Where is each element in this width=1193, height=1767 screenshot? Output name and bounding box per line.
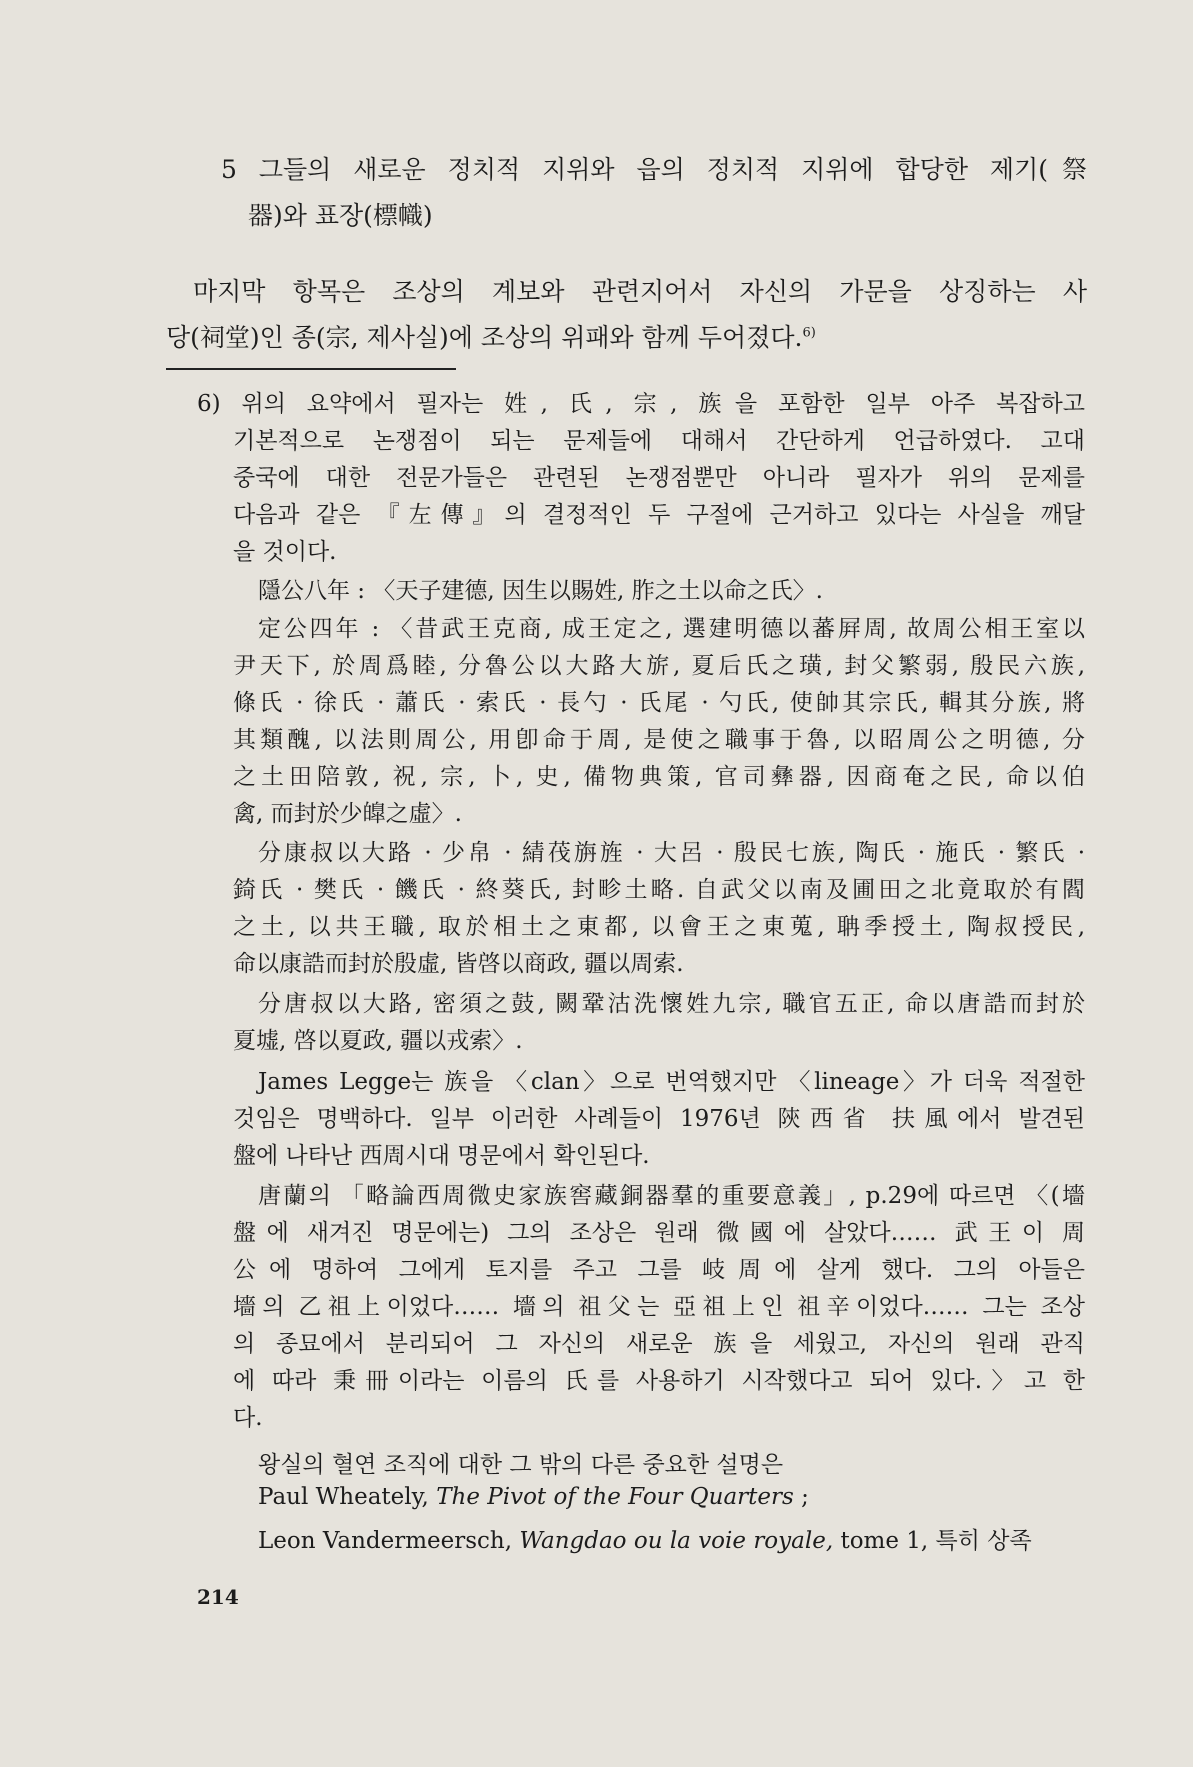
reference-wheatley xyxy=(258,1484,809,1510)
footnote-line: 隱公八年 : 〈天子建德, 因生以賜姓, 胙之土以命之氏〉. xyxy=(258,578,823,604)
footnote-line: 중국에 대한 전문가들은 관련된 논쟁점뿐만 아니라 필자가 위의 문제를 xyxy=(233,465,1085,491)
footnote-line: 公에 명하여 그에게 토지를 주고 그를 岐周에 살게 했다. 그의 아들은 xyxy=(233,1257,1085,1283)
reference-title: Wangdao ou la voie royale, xyxy=(519,1528,834,1554)
footnote-line: 6) 위의 요약에서 필자는 姓, 氏, 宗, 族을 포함한 일부 아주 복잡하고 xyxy=(197,391,1085,417)
footnote-line: 墻의 乙祖上이었다…… 墻의 祖父는 亞祖上인 祖辛이었다…… 그는 조상 xyxy=(233,1294,1085,1320)
footnote-line: 왕실의 혈연 조직에 대한 그 밖의 다른 중요한 설명은 xyxy=(258,1452,784,1478)
footnote-line: 다음과 같은 『左傳』의 결정적인 두 구절에 근거하고 있다는 사실을 깨달 xyxy=(233,502,1085,528)
paragraph-line-2-text: 당(祠堂)인 종(宗, 제사실)에 조상의 위패와 함께 두어졌다. xyxy=(166,323,803,352)
reference-author: Paul Wheately, xyxy=(258,1484,437,1510)
page-number: 214 xyxy=(197,1585,239,1609)
footnote-line: 禽, 而封於少皥之虛〉. xyxy=(233,801,462,827)
footnote-line: 盤에 나타난 西周시대 명문에서 확인된다. xyxy=(233,1143,650,1169)
footnote-line: 定公四年 : 〈昔武王克商, 成王定之, 選建明德以蕃屛周, 故周公相王室以 xyxy=(258,616,1085,642)
footnote-line: 之土田陪敦, 祝, 宗, 卜, 史, 備物典策, 官司彝器, 因商奄之民, 命以伯 xyxy=(233,764,1085,790)
footnote-line: James Legge는 族을 〈clan〉으로 번역했지만 〈lineage〉가 더욱 적절한 xyxy=(258,1069,1085,1095)
footnote-reference: 6) xyxy=(802,325,816,341)
footnote-separator xyxy=(166,368,456,370)
paragraph-line-2 xyxy=(166,318,816,354)
reference-tail: tome 1, 특히 상족 xyxy=(833,1528,1032,1554)
footnote-line: 夏墟, 啓以夏政, 疆以戎索〉. xyxy=(233,1028,523,1054)
footnote-line: 之土, 以共王職, 取於相土之東都, 以會王之東蒐, 聃季授土, 陶叔授民, xyxy=(233,914,1085,940)
reference-author: Leon Vandermeersch, xyxy=(258,1528,520,1554)
footnote-line: 條氏 · 徐氏 · 蕭氏 · 索氏 · 長勺 · 氏尾 · 勺氏, 使帥其宗氏, 輯其分族, 將 xyxy=(233,690,1085,716)
footnote-line: 分唐叔以大路, 密須之鼓, 闕鞏沽洗懷姓九宗, 職官五正, 命以唐誥而封於 xyxy=(258,991,1085,1017)
reference-vandermeersch xyxy=(258,1522,1032,1555)
footnote-line: 其類醜, 以法則周公, 用卽命于周, 是使之職事于魯, 以昭周公之明德, 分 xyxy=(233,727,1085,753)
footnote-line: 尹天下, 於周爲睦, 分魯公以大路大旂, 夏后氏之璜, 封父繁弱, 殷民六族, xyxy=(233,653,1085,679)
footnote-line: 盤에 새겨진 명문에는) 그의 조상은 원래 微國에 살았다…… 武王이 周 xyxy=(233,1220,1085,1246)
footnote-line: 것임은 명백하다. 일부 이러한 사례들이 1976년 陝西省 扶風에서 발견된 xyxy=(233,1106,1085,1132)
list-item-line-2: 器)와 표장(標幟) xyxy=(248,201,433,230)
footnote-line: 의 종묘에서 분리되어 그 자신의 새로운 族을 세웠고, 자신의 원래 관직 xyxy=(233,1331,1085,1357)
reference-title: The Pivot of the Four Quarters xyxy=(436,1484,794,1510)
footnote-line: 命以康誥而封於殷虛, 皆啓以商政, 疆以周索. xyxy=(233,951,684,977)
list-item-line-1: 5 그들의 새로운 정치적 지위와 읍의 정치적 지위에 합당한 제기(祭 xyxy=(221,155,1087,184)
footnote-line: 錡氏 · 樊氏 · 饑氏 · 終葵氏, 封畛土略. 自武父以南及圃田之北竟取於有閻 xyxy=(233,877,1085,903)
paragraph-line-1: 마지막 항목은 조상의 계보와 관련지어서 자신의 가문을 상징하는 사 xyxy=(193,277,1087,306)
footnote-line: 分康叔以大路 · 少帛 · 綪茷旃旌 · 大呂 · 殷民七族, 陶氏 · 施氏 · 繁氏 · xyxy=(258,840,1085,866)
footnote-line: 을 것이다. xyxy=(233,539,337,565)
footnote-line: 에 따라 秉冊이라는 이름의 氏를 사용하기 시작했다고 되어 있다.〉고 한 xyxy=(233,1368,1085,1394)
footnote-line: 다. xyxy=(233,1405,263,1431)
reference-tail: ; xyxy=(793,1484,809,1510)
footnote-line: 唐蘭의 「略論西周微史家族窖藏銅器羣的重要意義」, p.29에 따르면 〈(墻 xyxy=(258,1183,1085,1209)
footnote-line: 기본적으로 논쟁점이 되는 문제들에 대해서 간단하게 언급하였다. 고대 xyxy=(233,428,1085,454)
